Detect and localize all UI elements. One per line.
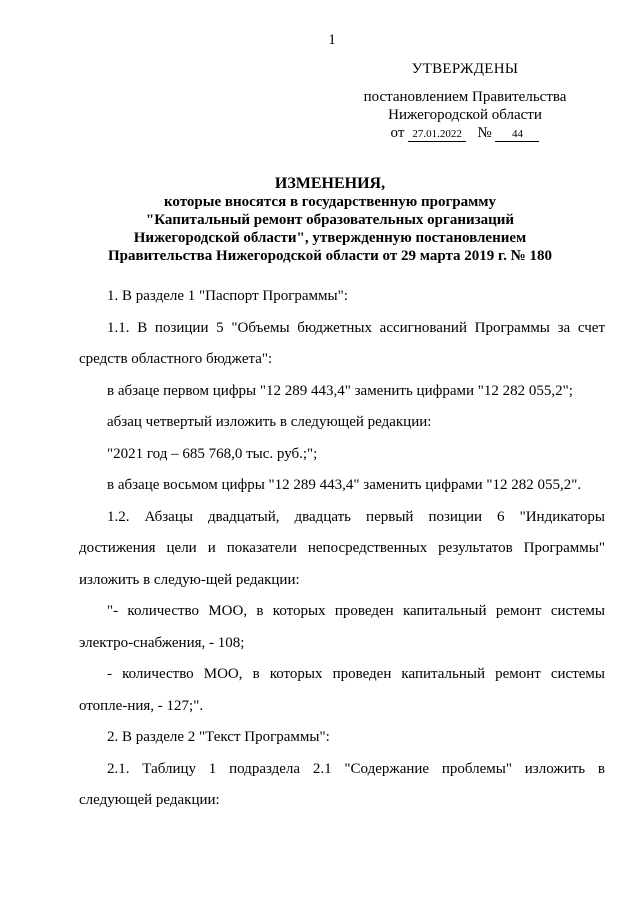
approval-date: 27.01.2022 [408, 128, 466, 142]
paragraph-9: - количество МОО, в которых проведен капитальный ремонт системы отопле-ния, - 127;". [79, 666, 605, 714]
approval-line-2: Нижегородской области [388, 107, 542, 123]
paragraph-7: 1.2. Абзацы двадцатый, двадцать первый позиции 6 "Индикаторы достижения цели и показатели непосредственных результатов Программы" изложить в следую-щей редакции: [79, 508, 605, 588]
title-heading: ИЗМЕНЕНИЯ, [274, 175, 386, 192]
title-line-4: Правительства Нижегородской области от 29 марта 2019 г. № 180 [108, 248, 552, 264]
title-line-2: "Капитальный ремонт образовательных организаций [145, 212, 515, 228]
paragraph-8: "- количество МОО, в которых проведен капитальный ремонт системы электро-снабжения, - 108; [79, 603, 605, 651]
title-line-3: Нижегородской области", утвержденную постановлением [133, 230, 527, 246]
document-title [80, 175, 580, 265]
page-number: 1 [328, 32, 336, 48]
paragraph-6: в абзаце восьмом цифры "12 289 443,4" заменить цифрами "12 282 055,2". [107, 477, 582, 493]
paragraph-11: 2.1. Таблицу 1 подраздела 2.1 "Содержание проблемы" изложить в следующей редакции: [79, 760, 605, 808]
paragraph-4: абзац четвертый изложить в следующей редакции: [107, 414, 432, 430]
approval-line-1: постановлением Правительства [363, 89, 567, 105]
paragraph-3: в абзаце первом цифры "12 289 443,4" заменить цифрами "12 282 055,2"; [107, 382, 573, 399]
paragraph-2: 1.1. В позиции 5 "Объемы бюджетных ассигнований Программы за счет средств областного бюджета": [79, 319, 605, 367]
number-label: № [477, 125, 492, 141]
paragraph-1: 1. В разделе 1 "Паспорт Программы": [107, 288, 348, 304]
approval-stamp: УТВЕРЖДЕНЫ [411, 61, 519, 77]
approval-block [340, 60, 590, 142]
from-label: от [390, 125, 405, 141]
approval-dateline [391, 124, 540, 142]
document-body [79, 281, 605, 817]
title-line-1: которые вносятся в государственную программу [163, 194, 497, 210]
paragraph-5: "2021 год – 685 768,0 тыс. руб.;"; [107, 445, 318, 462]
approval-number: 44 [495, 128, 539, 142]
paragraph-10: 2. В разделе 2 "Текст Программы": [107, 729, 330, 745]
